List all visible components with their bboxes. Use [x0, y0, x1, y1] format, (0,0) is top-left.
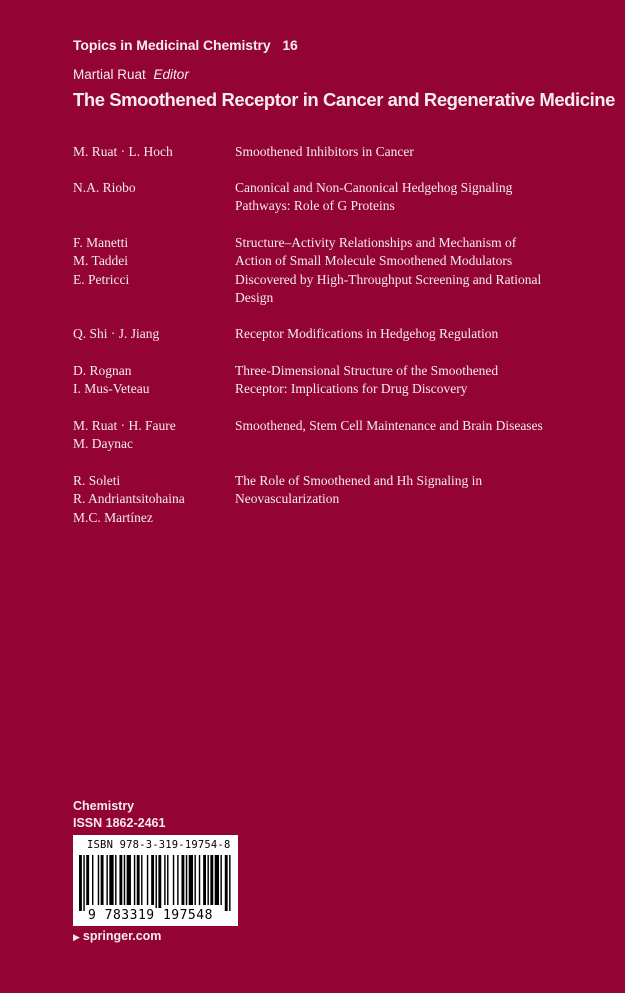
- barcode-bar: [101, 855, 104, 905]
- toc-author-line: M. Ruat · L. Hoch: [73, 144, 173, 159]
- toc-author-line: M.C. Martínez: [73, 509, 153, 525]
- barcode-bar: [156, 855, 157, 911]
- barcode-bar: [147, 855, 148, 905]
- play-arrow-icon: ▶: [73, 932, 80, 942]
- barcode-bar: [181, 855, 184, 905]
- toc-chapter-title: [235, 417, 550, 454]
- barcode-bar: [83, 855, 84, 911]
- barcode-bar: [203, 855, 206, 905]
- barcode-bar: [141, 855, 142, 905]
- barcode-bar: [199, 855, 200, 905]
- toc-author-line: D. Rognan: [73, 363, 132, 378]
- barcode-bar: [173, 855, 174, 905]
- toc-entry: [73, 143, 550, 161]
- toc-author-line: Q. Shi · J. Jiang: [73, 326, 160, 341]
- issn-label: ISSN 1862-2461: [73, 816, 166, 830]
- book-title: The Smoothened Receptor in Cancer and Regenerative Medicine: [73, 89, 615, 110]
- toc-title-line: Structure–Activity Relationships and Mechanism of: [235, 235, 517, 250]
- barcode-bar: [207, 855, 208, 905]
- barcode-bar: [106, 855, 107, 905]
- toc-entry: [73, 417, 550, 454]
- toc-chapter-title: [235, 179, 550, 216]
- toc-chapter-title: [235, 234, 550, 308]
- subject-label: Chemistry: [73, 799, 135, 813]
- barcode-label: [73, 835, 238, 926]
- barcode-bar: [98, 855, 99, 905]
- barcode-bar: [109, 855, 113, 905]
- toc-author-line: F. Manetti: [73, 235, 129, 250]
- toc-title-line: Neovascularization: [235, 491, 340, 507]
- isbn-text: ISBN 978-3-319-19754-8: [87, 839, 231, 851]
- toc-entry: [73, 472, 550, 527]
- toc-title-line: The Role of Smoothened and Hh Signaling in: [235, 473, 483, 488]
- barcode-bar: [137, 855, 140, 905]
- toc-author-line: N.A. Riobo: [73, 180, 136, 195]
- barcode-bar: [186, 855, 187, 905]
- toc-entry: [73, 179, 550, 216]
- barcode-bar: [167, 855, 168, 905]
- barcode-bar: [225, 855, 228, 911]
- toc-authors: [73, 234, 235, 308]
- toc-authors: [73, 143, 235, 161]
- barcode-bar: [158, 855, 161, 911]
- toc-chapter-title: [235, 143, 550, 161]
- toc-title-line: Three-Dimensional Structure of the Smoothened: [235, 363, 499, 378]
- barcode-bar: [127, 855, 131, 905]
- barcode-bar: [124, 855, 125, 905]
- toc-author-line: I. Mus-Veteau: [73, 381, 150, 397]
- toc-chapter-title: [235, 362, 550, 399]
- publisher-url: springer.com: [82, 929, 162, 943]
- editor-name: Martial Ruat: [73, 67, 146, 82]
- barcode-bar: [79, 855, 82, 911]
- toc-title-line: Smoothened, Stem Cell Maintenance and Brain Diseases: [235, 418, 543, 433]
- toc-author-line: R. Andriantsitohaina: [73, 491, 185, 507]
- toc-entry: [73, 325, 550, 343]
- toc-entry: [73, 362, 550, 399]
- barcode-bar: [115, 855, 116, 905]
- barcode-bar: [119, 855, 122, 905]
- subject-block: [73, 798, 165, 832]
- barcode-bar: [189, 855, 193, 905]
- barcode-bar: [210, 855, 213, 905]
- toc-title-line: Canonical and Non-Canonical Hedgehog Signaling: [235, 180, 513, 195]
- barcode-bar: [220, 855, 221, 905]
- toc-title-line: Pathways: Role of G Proteins: [235, 198, 395, 214]
- barcode-bar: [86, 855, 89, 905]
- barcode-icon: [79, 855, 232, 911]
- toc-entry: [73, 234, 550, 308]
- toc-title-line: Discovered by High-Throughput Screening and Rational: [235, 271, 542, 287]
- toc-author-line: R. Soleti: [73, 473, 121, 488]
- toc-author-line: M. Daynac: [73, 436, 133, 452]
- series-volume: 16: [282, 37, 298, 53]
- barcode-bar: [215, 855, 219, 905]
- toc-title-line: Receptor: Implications for Drug Discovery: [235, 381, 468, 397]
- series-line: [73, 37, 298, 53]
- toc-author-line: M. Taddei: [73, 253, 129, 269]
- barcode-bar: [177, 855, 178, 905]
- toc-title-line: Design: [235, 290, 274, 306]
- barcode-bar: [229, 855, 230, 911]
- barcode-digits: 9 783319 197548: [88, 908, 213, 923]
- editor-role: Editor: [153, 67, 189, 82]
- toc-authors: [73, 417, 235, 454]
- barcode-bar: [92, 855, 93, 905]
- toc-authors: [73, 362, 235, 399]
- toc-author-line: E. Petricci: [73, 271, 130, 287]
- toc-title-line: Smoothened Inhibitors in Cancer: [235, 144, 414, 159]
- series-name: Topics in Medicinal Chemistry: [73, 37, 271, 53]
- toc-authors: [73, 325, 235, 343]
- toc-chapter-title: [235, 472, 550, 527]
- publisher-link[interactable]: [73, 929, 161, 943]
- toc-title-line: Receptor Modifications in Hedgehog Regulation: [235, 326, 499, 341]
- toc-authors: [73, 472, 235, 527]
- barcode-bar: [194, 855, 195, 905]
- barcode-bar: [164, 855, 165, 905]
- toc-chapter-title: [235, 325, 550, 343]
- toc-title-line: Action of Small Molecule Smoothened Modulators: [235, 253, 513, 269]
- editor-line: [73, 67, 189, 82]
- barcode-bar: [134, 855, 135, 905]
- toc-author-line: M. Ruat · H. Faure: [73, 418, 176, 433]
- barcode-bar: [151, 855, 154, 905]
- toc-authors: [73, 179, 235, 216]
